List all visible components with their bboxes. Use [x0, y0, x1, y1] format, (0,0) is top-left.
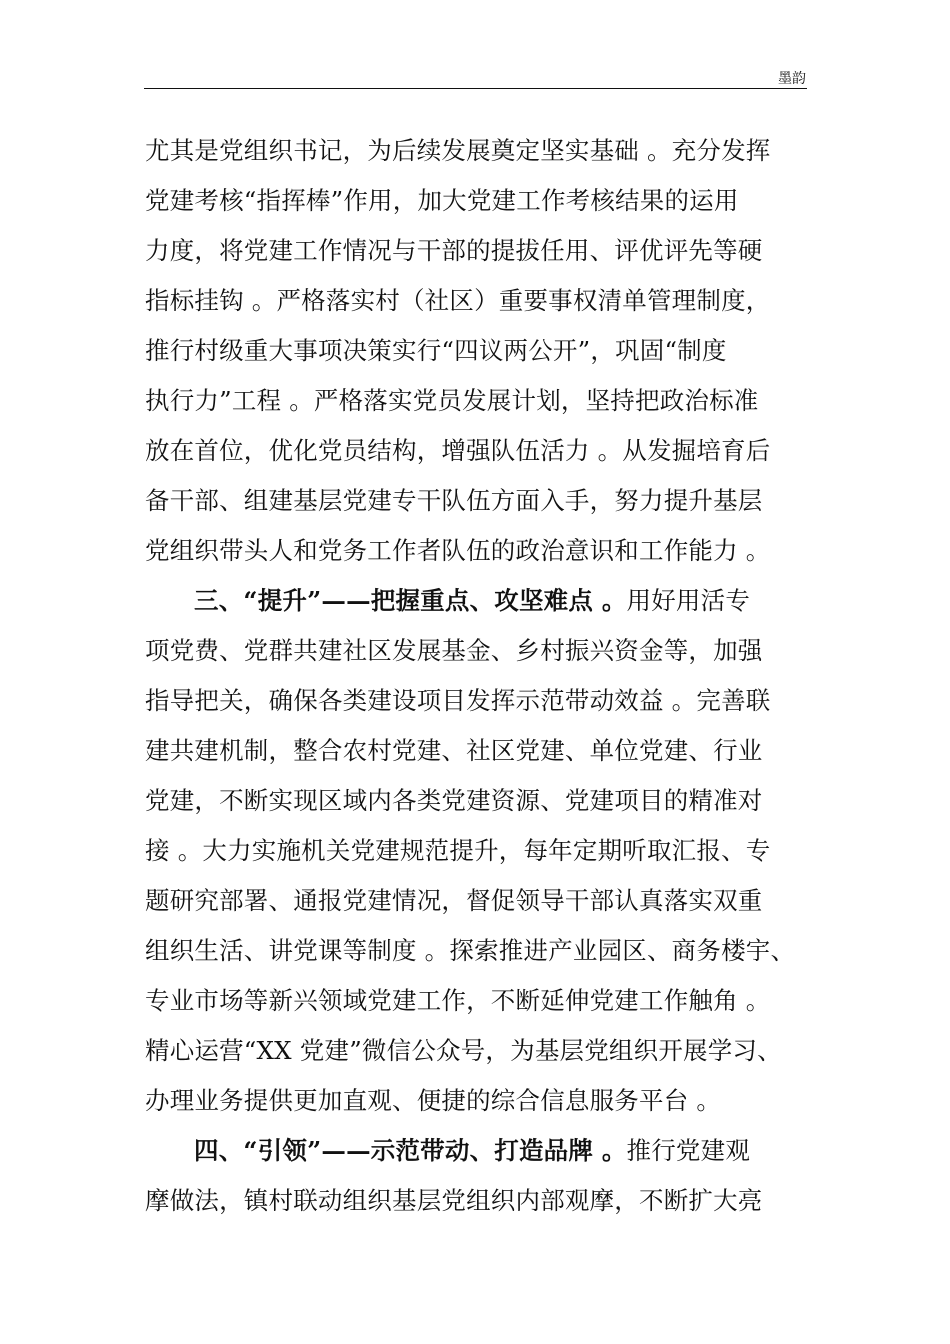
paragraph-line: 建共建机制，整合农村党建、社区党建、单位党建、行业 — [145, 736, 763, 765]
paragraph-line: 项党费、党群共建社区发展基金、乡村振兴资金等，加强 — [145, 636, 763, 665]
paragraph-line: 专业市场等新兴领域党建工作，不断延伸党建工作触角 。 — [145, 986, 771, 1015]
paragraph-line: 尤其是党组织书记，为后续发展奠定坚实基础 。充分发挥 — [145, 136, 771, 165]
paragraph-line: 摩做法，镇村联动组织基层党组织内部观摩，不断扩大亮 — [145, 1186, 763, 1215]
paragraph-line: 党建考核“指挥棒”作用，加大党建工作考核结果的运用 — [145, 186, 739, 215]
paragraph-line: 指导把关，确保各类建设项目发挥示范带动效益 。完善联 — [145, 686, 771, 715]
section-3-heading: 三、“提升”——把握重点、攻坚难点 。 — [194, 586, 627, 615]
paragraph-line: 党组织带头人和党务工作者队伍的政治意识和工作能力 。 — [145, 536, 771, 565]
paragraph-line: 办理业务提供更加直观、便捷的综合信息服务平台 。 — [145, 1086, 722, 1115]
paragraph-line: 备干部、组建基层党建专干队伍方面入手，努力提升基层 — [145, 486, 763, 515]
paragraph-line: 组织生活、讲党课等制度 。探索推进产业园区、商务楼宇、 — [145, 936, 796, 965]
section-4-heading: 四、“引领”——示范带动、打造品牌 。 — [194, 1136, 627, 1165]
paragraph-line: 精心运营“XX 党建”微信公众号，为基层党组织开展学习、 — [145, 1036, 782, 1065]
paragraph-line: 题研究部署、通报党建情况，督促领导干部认真落实双重 — [145, 886, 763, 915]
paragraph-line: 放在首位，优化党员结构，增强队伍活力 。从发掘培育后 — [145, 436, 771, 465]
section-4-first-line — [145, 1126, 810, 1176]
section-3-first-line — [145, 576, 810, 626]
paragraph-line: 执行力”工程 。严格落实党员发展计划，坚持把政治标准 — [145, 386, 759, 415]
document-body — [145, 126, 810, 1226]
section-3-lead-text: 用好用活专 — [626, 586, 751, 615]
paragraph-line: 指标挂钩 。严格落实村（社区）重要事权清单管理制度， — [145, 286, 771, 315]
paragraph-line: 推行村级重大事项决策实行“四议两公开”，巩固“制度 — [145, 336, 727, 365]
section-4-lead-text: 推行党建观 — [626, 1136, 751, 1165]
paragraph-line: 接 。大力实施机关党建规范提升，每年定期听取汇报、专 — [145, 836, 771, 865]
header-brand: 墨韵 — [778, 71, 806, 87]
paragraph-line: 党建，不断实现区域内各类党建资源、党建项目的精准对 — [145, 786, 763, 815]
paragraph-line: 力度，将党建工作情况与干部的提拔任用、评优评先等硬 — [145, 236, 763, 265]
header-divider — [144, 88, 807, 89]
